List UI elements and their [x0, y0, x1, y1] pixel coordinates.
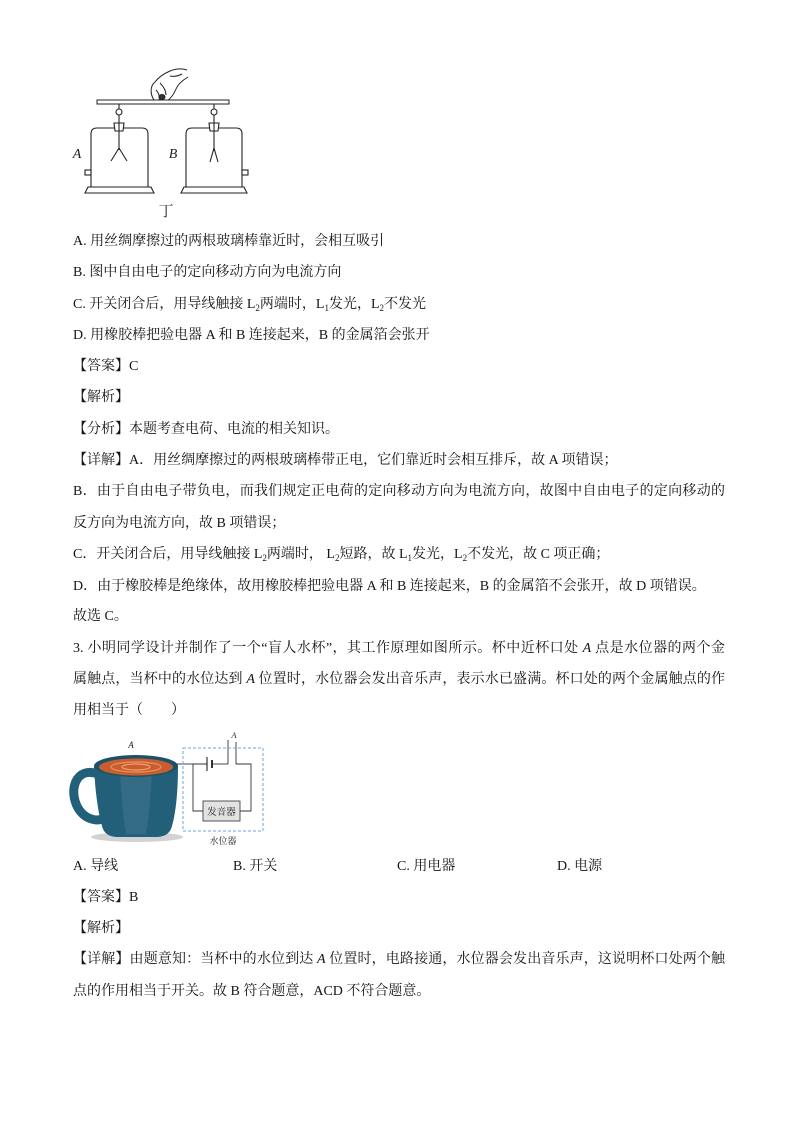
q2-option-b	[73, 263, 341, 283]
q2-detail-line	[73, 451, 617, 471]
italic-symbol: A	[317, 952, 326, 967]
text-run: D．由于橡胶棒是绝缘体，故用橡胶棒把验电器 A 和 B 连接起来，B 的金属箔不会张开，故 D 项错误。	[73, 579, 706, 594]
subscript: 2	[462, 553, 468, 563]
water-level-device-caption: 水位器	[209, 836, 237, 846]
q3-option-c: C. 用电器	[397, 859, 456, 874]
q2-answer: 【答案】C	[73, 359, 139, 374]
tab-b	[242, 170, 248, 175]
text-run: 发光，L	[412, 547, 463, 562]
text-run: 点的作用相当于开关。故 B 符合题意，ACD 不符合题意。	[73, 984, 431, 999]
cup-point-label: A	[128, 740, 134, 750]
subscript: 1	[407, 553, 413, 563]
connecting-rod	[97, 100, 229, 104]
q2-detail-line	[73, 514, 285, 534]
base-b	[181, 187, 247, 193]
electroscope-figure	[60, 60, 260, 225]
text-run: 【详解】由题意知：当杯中的水位到达	[73, 952, 318, 967]
subscript: 2	[255, 303, 260, 313]
text-run: 【详解】A．用丝绸摩擦过的两根玻璃棒带正电，它们靠近时会相互排斥，故 A 项错误；	[73, 453, 618, 468]
cup-liquid	[99, 759, 173, 776]
tab-a	[85, 170, 91, 175]
text-run: 属触点，当杯中的水位达到	[73, 672, 247, 687]
text-run: 位置时，电路接通，水位器会发出音乐声，这说明杯口处两个触	[325, 952, 725, 967]
figure-caption: 丁	[158, 204, 174, 220]
cup-highlight	[120, 770, 152, 834]
text-run: C. 开关闭合后，用导线触接 L	[73, 297, 256, 312]
q2-option-c	[73, 295, 426, 315]
q2-option-d	[73, 326, 430, 346]
subscript: 2	[262, 553, 267, 563]
q2-detail-line	[73, 545, 609, 565]
q3-option-a: A. 导线	[73, 859, 119, 874]
q2-analysis-heading: 【解析】	[73, 390, 129, 405]
text-run: 两端时， L	[266, 547, 335, 562]
q3-detail-line	[73, 982, 430, 1002]
text-run: 用相当于（ ）	[73, 703, 185, 718]
q2-detail-line	[73, 482, 725, 502]
text-run: 不发光	[384, 297, 427, 312]
text-run: D. 用橡胶棒把验电器 A 和 B 连接起来，B 的金属箔会张开	[73, 328, 430, 343]
electroscope-a	[85, 104, 154, 193]
text-run: B．由于自由电子带负电，而我们规定正电荷的定向移动方向为电流方向，故图中自由电子的定向移动的	[73, 484, 725, 499]
text-run: 3. 小明同学设计并制作了一个“盲人水杯”，其工作原理如图所示。杯中近杯口处	[73, 641, 583, 656]
subscript: 2	[379, 303, 385, 313]
electroscope-b	[181, 104, 248, 193]
hand-icon	[151, 69, 188, 101]
circuit	[177, 740, 251, 811]
sound-device-label: 发音器	[207, 808, 236, 818]
q3-option-d: D. 电源	[557, 859, 603, 874]
subscript: 2	[334, 553, 340, 563]
text-run: C．开关闭合后，用导线触接 L	[73, 547, 263, 562]
text-run: 两端时，L	[259, 297, 325, 312]
q3-detail-line	[73, 950, 725, 970]
q3-analysis-heading: 【解析】	[73, 921, 129, 936]
q2-conclusion: 故选 C。	[73, 609, 128, 624]
text-run: A. 用丝绸摩擦过的两根玻璃棒靠近时，会相互吸引	[73, 234, 385, 249]
q3-option-b: B. 开关	[233, 859, 278, 874]
q2-detail-line	[73, 577, 706, 597]
electroscope-b-label: B	[168, 147, 178, 162]
q2-analysis: 【分析】本题考查电荷、电流的相关知识。	[73, 422, 339, 437]
text-run: 点是水位器的两个金	[591, 641, 725, 656]
text-run: B. 图中自由电子的定向移动方向为电流方向	[73, 265, 342, 280]
q3-answer: 【答案】B	[73, 890, 139, 905]
q2-option-a	[73, 232, 384, 252]
base-a	[85, 187, 154, 193]
text-run: 发光，L	[328, 297, 380, 312]
text-run: 短路，故 L	[339, 547, 408, 562]
water-cup-figure	[65, 726, 270, 850]
electroscope-a-label: A	[72, 147, 82, 162]
subscript: 1	[324, 303, 329, 313]
italic-symbol: A	[582, 641, 592, 656]
text-run: 不发光，故 C 项正确；	[467, 547, 610, 562]
q3-stem-line	[73, 670, 725, 690]
text-run: 位置时，水位器会发出音乐声，表示水已盛满。杯口处的两个金属触点的作	[254, 672, 725, 687]
q3-stem-line	[73, 639, 725, 659]
italic-symbol: A	[246, 672, 255, 687]
switch-point-label: A	[231, 731, 237, 740]
q3-stem-line	[73, 701, 185, 721]
text-run: 反方向为电流方向，故 B 项错误；	[73, 516, 286, 531]
